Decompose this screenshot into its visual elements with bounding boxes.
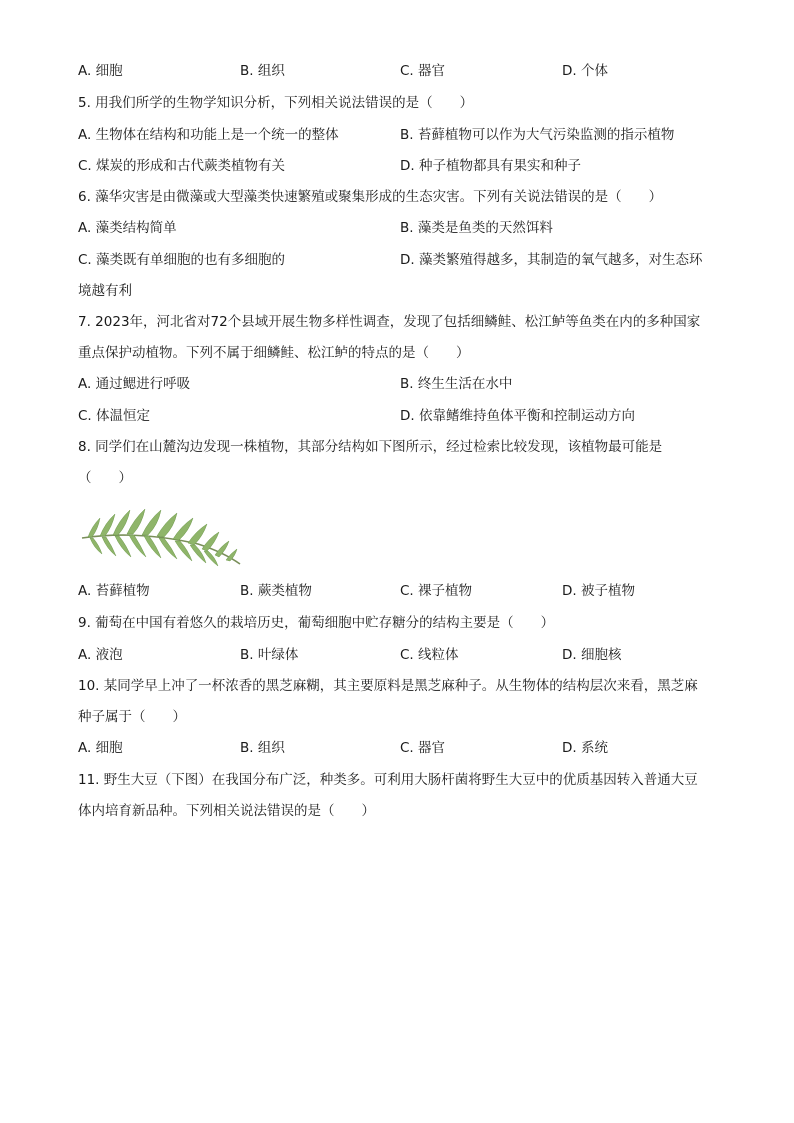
q8-option-b: B. 蕨类植物 (240, 583, 312, 599)
q9-option-d: D. 细胞核 (562, 647, 622, 663)
q5-option-d: D. 种子植物都具有果实和种子 (400, 158, 581, 174)
q10-stem-line2: 种子属于（ ） (78, 709, 186, 725)
q6-option-a: A. 藻类结构简单 (78, 220, 177, 236)
q5-option-b: B. 苔藓植物可以作为大气污染监测的指示植物 (400, 127, 675, 143)
q5-option-c: C. 煤炭的形成和古代蕨类植物有关 (78, 158, 286, 174)
q7-option-a: A. 通过鳃进行呼吸 (78, 376, 191, 392)
q11-stem-line2: 体内培育新品种。下列相关说法错误的是（ ） (78, 803, 375, 819)
q10-option-d: D. 系统 (562, 740, 608, 756)
q6-option-b: B. 藻类是鱼类的天然饵料 (400, 220, 553, 236)
q9-option-b: B. 叶绿体 (240, 647, 299, 663)
q10-stem-line1: 10. 某同学早上冲了一杯浓香的黑芝麻糊，其主要原料是黑芝麻种子。从生物体的结构层次来看，黑芝麻 (78, 678, 698, 694)
fern-frond-icon (78, 498, 244, 570)
q8-stem-line1: 8. 同学们在山麓沟边发现一株植物，其部分结构如下图所示，经过检索比较发现，该植物最可能是 (78, 439, 663, 455)
q7-option-b: B. 终生生活在水中 (400, 376, 513, 392)
q4-option-c: C. 器官 (400, 63, 446, 79)
q9-option-a: A. 液泡 (78, 647, 123, 663)
q7-option-d: D. 依靠鳍维持鱼体平衡和控制运动方向 (400, 408, 635, 424)
q4-option-d: D. 个体 (562, 63, 608, 79)
q4-option-b: B. 组织 (240, 63, 285, 79)
q4-option-a: A. 细胞 (78, 63, 123, 79)
q8-option-a: A. 苔藓植物 (78, 583, 150, 599)
q9-stem: 9. 葡萄在中国有着悠久的栽培历史，葡萄细胞中贮存糖分的结构主要是（ ） (78, 615, 555, 631)
q9-option-c: C. 线粒体 (400, 647, 459, 663)
q5-option-a: A. 生物体在结构和功能上是一个统一的整体 (78, 127, 339, 143)
q10-option-a: A. 细胞 (78, 740, 123, 756)
q8-option-d: D. 被子植物 (562, 583, 635, 599)
q7-stem-line1: 7. 2023年，河北省对72个县域开展生物多样性调查，发现了包括细鳞鲑、松江鲈等鱼类在内的多种国家 (78, 314, 701, 330)
q10-option-b: B. 组织 (240, 740, 285, 756)
q8-option-c: C. 裸子植物 (400, 583, 473, 599)
q5-stem: 5. 用我们所学的生物学知识分析，下列相关说法错误的是（ ） (78, 95, 474, 111)
q6-option-c: C. 藻类既有单细胞的也有多细胞的 (78, 252, 286, 268)
q6-stem: 6. 藻华灾害是由微藻或大型藻类快速繁殖或聚集形成的生态灾害。下列有关说法错误的是（ ） (78, 189, 663, 205)
q6-option-d: D. 藻类繁殖得越多，其制造的氧气越多，对生态环 (400, 252, 703, 268)
q7-stem-line2: 重点保护动植物。下列不属于细鳞鲑、松江鲈的特点的是（ ） (78, 345, 470, 361)
q6-option-d-continuation: 境越有利 (78, 283, 132, 299)
q10-option-c: C. 器官 (400, 740, 446, 756)
q11-stem-line1: 11. 野生大豆（下图）在我国分布广泛，种类多。可利用大肠杆菌将野生大豆中的优质基因转入普通大豆 (78, 772, 698, 788)
q7-option-c: C. 体温恒定 (78, 408, 151, 424)
q8-stem-line2: （ ） (78, 470, 132, 486)
